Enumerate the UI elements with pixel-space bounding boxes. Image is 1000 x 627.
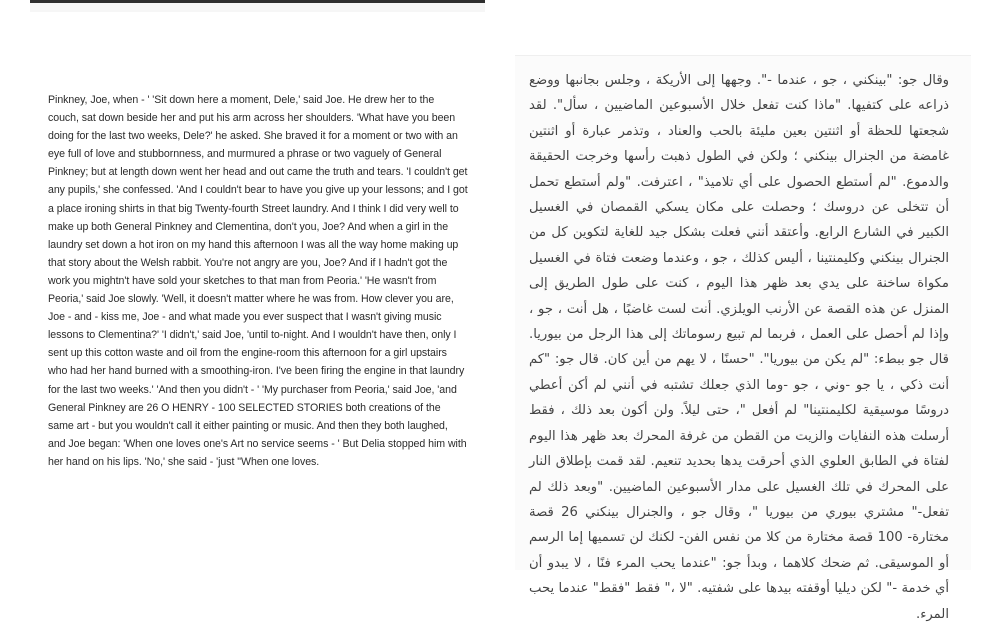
arabic-paragraph: وقال جو: "بينكني ، جو ، عندما -". وجهها إلى الأريكة ، وجلس بجانبها ووضع ذراعه على كتفيها. "ماذا كنت تفعل خلال الأسبوعين الماضيين ، سأل". لقد شجعتها للحظة أو اثنتين بعين مليئة بالحب والعناد ، وتذمر عبارة أو اثنتين غامضة من الجنرال بينكني ؛ ولكن في الطول ذهبت رأسها وخرجت الحقيقة والدموع. "لم أستطع الحصول على أي تلاميذ" ، اعترفت. "ولم أستطع تحمل أن تتخلى عن دروسك ؛ وحصلت على مكان يسكي القمصان في الغسيل الكبير في الشارع الرابع. وأعتقد أنني فعلت بشكل جيد للغاية لتكوين كل من الجنرال بينكني وكليمنتينا ، أليس كذلك ، جو ، وعندما وضعت فتاة في الغسيل مكواة ساخنة على يدي بعد ظهر هذا اليوم ، كنت على طول الطريق إلى المنزل عن هذه القصة عن الأرنب الويلزي. أنت لست غاضبًا ، هل أنت ، جو ، وإذا لم أحصل على العمل ، فربما لم تبيع رسوماتك إلى هذا الرجل من بيوريا. قال جو ببطء: "لم يكن من بيوريا". "حسنًا ، لا يهم من أين كان. قال جو: "كم أنت ذكي ، يا جو -وني ، جو -وما الذي جعلك تشتبه في أنني لم أكن أعطي دروسًا موسيقية لكليمنتينا" لم أفعل "، حتى ليلاً. ولن أكون بعد ذلك ، فقط أرسلت هذه النفايات والزيت من القطن من غرفة المحرك بعد ظهر هذا اليوم لفتاة في الطابق العلوي الذي أحرقت يدها بحديد تنعيم. لقد قمت بإطلاق النار على المحرك في تلك الغسيل على مدار الأسبوعين الماضيين. "وبعد ذلك لم تفعل-" مشتري بيوري من بيوريا "، وقال جو ، والجنرال بينكني 26 قصة مختارة- 100 قصة مختارة من كلا من نفس الفن- لكنك لن تسميها إما الرسم أو الموسيقى. ثم ضحك كلاهما ، وبدأ جو: "عندما يحب المرء فنًا ، لا يبدو أن أي خدمة -" لكن ديليا أوقفته بيدها على شفتيه. "لا ،" فقط "فقط" عندما يحب المرء. — [529, 73, 949, 622]
top-bar-shadow — [30, 3, 485, 12]
arabic-page — [515, 55, 971, 622]
english-page — [48, 91, 468, 471]
english-paragraph: Pinkney, Joe, when - ' 'Sit down here a moment, Dele,' said Joe. He drew her to the couch, sat down beside her and put his arm across her shoulders. 'What have you been doing for the last two weeks, Dele?' he asked. She braved it for a moment or two with an eye full of love and stubbornness, and murmured a phrase or two vaguely of General Pinkney; but at length down went her head and out came the truth and tears. 'I couldn't get any pupils,' she confessed. 'And I couldn't bear to have you give up your lessons; and I got a place ironing shirts in that big Twenty-fourth Street laundry. And I think I did very well to make up both General Pinkney and Clementina, don't you, Joe? And when a girl in the laundry set down a hot iron on my hand this afternoon I was all the way home making up that story about the Welsh rabbit. You're not angry are you, Joe? And if I hadn't got the work you mightn't have sold your sketches to that man from Peoria.' 'He wasn't from Peoria,' said Joe slowly. 'Well, it doesn't matter where he was from. How clever you are, Joe - and - kiss me, Joe - and what made you ever suspect that I wasn't giving music lessons to Clementina?' 'I didn't,' said Joe, 'until to-night. And I wouldn't have then, only I sent up this cotton waste and oil from the engine-room this afternoon for a girl upstairs who had her hand burned with a smoothing-iron. I've been firing the engine in that laundry for the last two weeks.' 'And then you didn't - ' 'My purchaser from Peoria,' said Joe, 'and General Pinkney are 26 O HENRY - 100 SELECTED STORIES both creations of the same art - but you wouldn't call it either painting or music. And then they both laughed, and Joe began: 'When one loves one's Art no service seems - ' But Delia stopped him with her hand on his lips. 'No,' she said - 'just "When one loves. — [48, 94, 468, 468]
